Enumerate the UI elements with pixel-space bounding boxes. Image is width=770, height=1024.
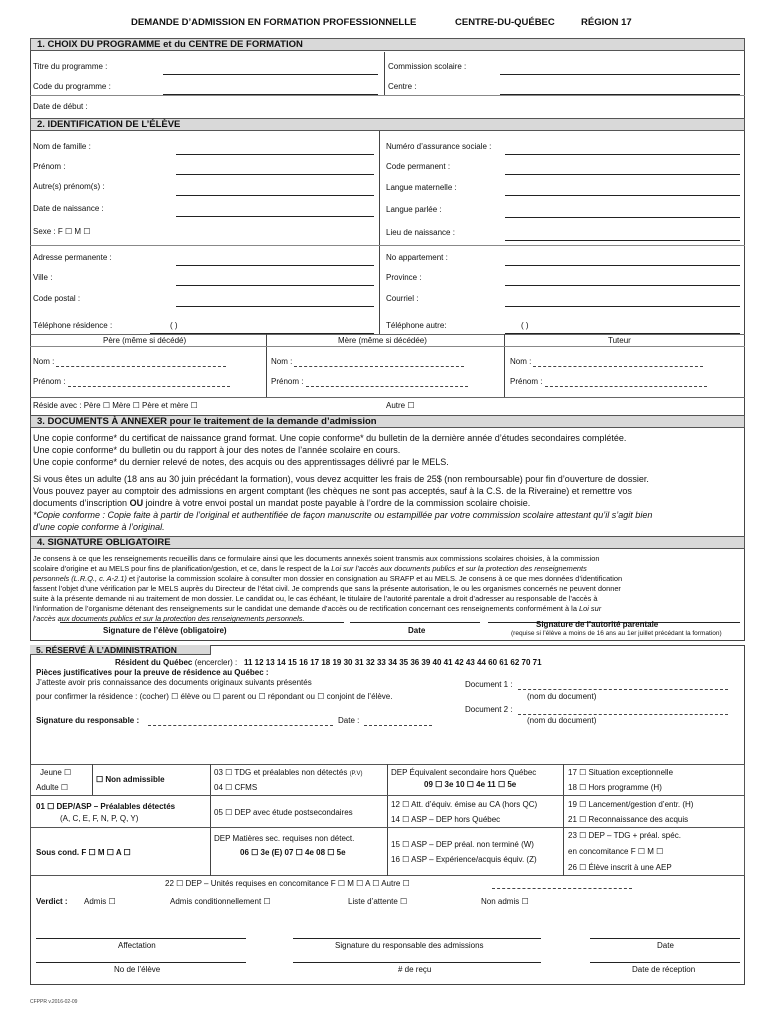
divider	[30, 795, 745, 796]
code-23-checkbox[interactable]: 23 ☐ DEP – TDG + préal. spéc.	[568, 831, 681, 840]
phone-area-code-2[interactable]: ( )	[521, 321, 529, 330]
divider	[379, 131, 380, 335]
field-other-names[interactable]	[176, 195, 374, 196]
doc-line-3: Une copie conforme* du dernier relevé de notes, des acquis ou des apprentissages délivré par le MELS.	[33, 457, 449, 467]
label-affectation: Affectation	[118, 941, 156, 950]
consent-line-2: scolaire d’origine et au MELS pour fins de planification/gestion, et ce, dans le respect de la Loi sur l’accès aux documents publics et sur la protection des renseignements	[33, 564, 587, 573]
label-first-name: Prénom :	[33, 162, 66, 171]
certified-copy-note-1: *Copie conforme : Copie faite à partir de l’original et authentifiée de façon manuscrite ou estampillée par votre commission scolaire attestant qu’il s’agit bien	[33, 510, 653, 520]
parent-signature-note: (requise si l’élève a moins de 16 ans au 1er juillet précédant la formation)	[511, 630, 722, 637]
label-email: Courriel :	[386, 294, 419, 303]
verdict-waitlist-checkbox[interactable]: Liste d’attente ☐	[348, 897, 408, 906]
label-admissions-signature: Signature du responsable des admissions	[335, 941, 484, 950]
code-05-checkbox[interactable]: 05 ☐ DEP avec étude postsecondaires	[214, 808, 353, 817]
field-student-number[interactable]	[36, 962, 246, 963]
label-father-name: Nom :	[33, 357, 55, 366]
divider	[30, 397, 745, 398]
certified-copy-note-2: d’une copie conforme à l’original.	[33, 522, 165, 532]
code-22-checkboxes[interactable]: 22 ☐ DEP – Unités requises en concomitance F ☐ M ☐ A ☐ Autre ☐	[165, 879, 410, 888]
field-code-22-other[interactable]	[492, 888, 632, 889]
label-last-name: Nom de famille :	[33, 142, 91, 151]
label-birth-place: Lieu de naissance :	[386, 228, 455, 237]
father-column-header: Père (même si décédé)	[103, 336, 187, 345]
consent-line-5: suite à la présente demande ni au traitement de mon dossier. Le candidat ou, le cas échéant, le titulaire de l’autorité parentale a droit d’adresser au responsable de l’accès à	[33, 594, 598, 603]
field-student-signature[interactable]	[60, 622, 344, 623]
field-father-name[interactable]	[56, 366, 226, 367]
divider	[210, 764, 211, 876]
label-receipt-number: # de reçu	[398, 965, 432, 974]
divider	[92, 764, 93, 795]
field-program-title[interactable]	[163, 74, 378, 75]
field-mother-first-name[interactable]	[306, 386, 468, 387]
label-other-phone: Téléphone autre:	[386, 321, 447, 330]
field-reception-date[interactable]	[590, 962, 740, 963]
field-receipt-number[interactable]	[293, 962, 541, 963]
lives-with-other-checkbox[interactable]: Autre ☐	[386, 401, 415, 410]
label-sin: Numéro d’assurance sociale :	[386, 142, 492, 151]
field-mother-tongue[interactable]	[505, 195, 740, 196]
code-01-checkbox[interactable]: 01 ☐ DEP/ASP – Préalables détectés	[36, 802, 176, 811]
label-student-number: No de l’élève	[114, 965, 161, 974]
sex-checkboxes[interactable]: Sexe : F ☐ M ☐	[33, 227, 91, 236]
label-admissions-date: Date	[657, 941, 674, 950]
region-name: CENTRE-DU-QUÉBEC	[455, 17, 555, 28]
divider	[384, 52, 385, 95]
field-father-first-name[interactable]	[68, 386, 230, 387]
proof-of-residency-title: Pièces justificatives pour la preuve de résidence au Québec :	[36, 668, 269, 677]
field-city[interactable]	[176, 285, 374, 286]
not-admissible-checkbox[interactable]: ☐ Non admissible	[96, 775, 165, 784]
consent-line-4: fassent l’objet d’une vérification par le MELS auprès du Directeur de l’état civil. Je comprends que sans la présente autorisation, le ou les organismes concernés ne peuvent donner	[33, 584, 621, 593]
verdict-admitted-checkbox[interactable]: Admis ☐	[84, 897, 116, 906]
doc-line-2: Une copie conforme* du bulletin ou du rapport à jour des notes de l’année scolaire en cours.	[33, 445, 401, 455]
label-program-code: Code du programme :	[33, 82, 111, 91]
code-19-checkbox[interactable]: 19 ☐ Lancement/gestion d’entr. (H)	[568, 800, 694, 809]
field-birth-place[interactable]	[505, 240, 740, 241]
label-mother-first-name: Prénom :	[271, 377, 304, 386]
label-commission: Commission scolaire :	[388, 62, 467, 71]
divider	[30, 346, 745, 347]
adult-checkbox[interactable]: Adulte ☐	[36, 783, 69, 792]
fee-line-1: Si vous êtes un adulte (18 ans au 30 juin précédant la formation), vous devez acquitter les frais de 25$ (non remboursable) pour fin d’ouverture de dossier.	[33, 474, 649, 484]
form-title: DEMANDE D’ADMISSION EN FORMATION PROFESSIONNELLE	[131, 17, 417, 28]
divider	[504, 334, 505, 397]
codes-09-11-checkboxes[interactable]: 09 ☐ 3e 10 ☐ 4e 11 ☐ 5e	[424, 780, 517, 789]
field-birth-date[interactable]	[176, 216, 374, 217]
codes-06-08-checkboxes[interactable]: 06 ☐ 3e (E) 07 ☐ 4e 08 ☐ 5e	[240, 848, 346, 857]
verdict-label: Verdict :	[36, 897, 68, 906]
field-address[interactable]	[176, 265, 374, 266]
residency-confirm-checkboxes[interactable]: pour confirmer la résidence : (cocher) ☐ élève ou ☐ parent ou ☐ répondant ou ☐ conjoint de l’élève.	[36, 692, 393, 701]
label-home-phone: Téléphone résidence :	[33, 321, 113, 330]
field-commission[interactable]	[500, 74, 740, 75]
phone-area-code[interactable]: ( )	[170, 321, 178, 330]
label-student-signature: Signature de l’élève (obligatoire)	[103, 626, 227, 635]
section-4-header: 4. SIGNATURE OBLIGATOIRE	[30, 536, 745, 549]
label-father-first-name: Prénom :	[33, 377, 66, 386]
field-affectation[interactable]	[36, 938, 246, 939]
divider	[30, 827, 210, 828]
label-document-1: Document 1 :	[465, 680, 513, 689]
label-guardian-name: Nom :	[510, 357, 532, 366]
label-address: Adresse permanente :	[33, 253, 112, 262]
field-admissions-date[interactable]	[590, 938, 740, 939]
fee-line-3: documents d’inscription OU joindre à votre envoi postal un mandat poste payable à l’ordre de la commission scolaire choisie.	[33, 498, 531, 508]
label-city: Ville :	[33, 273, 53, 282]
fee-line-2: Vous pouvez payer au comptoir des admissions en argent comptant (les chèques ne sont pas acceptés, sauf à la C.S. de la Riveraine) et remettre vos	[33, 486, 632, 496]
code-26-checkbox[interactable]: 26 ☐ Élève inscrit à une AEP	[568, 863, 672, 872]
young-checkbox[interactable]: Jeune ☐	[40, 768, 72, 777]
label-mother-tongue: Langue maternelle :	[386, 183, 457, 192]
label-document-2: Document 2 :	[465, 705, 513, 714]
field-document-1[interactable]	[518, 689, 728, 690]
field-permanent-code[interactable]	[505, 174, 740, 175]
divider	[387, 827, 563, 828]
region-number: RÉGION 17	[581, 17, 632, 28]
label-birth-date: Date de naissance :	[33, 204, 104, 213]
form-version-code: CFPPR v.2016-02-09	[30, 999, 78, 1005]
field-sin[interactable]	[505, 154, 740, 155]
field-admissions-signature[interactable]	[293, 938, 541, 939]
label-permanent-code: Code permanent :	[386, 162, 451, 171]
field-apartment[interactable]	[505, 265, 740, 266]
attest-text: J’atteste avoir pris connaissance des documents originaux suivants présentés	[36, 678, 312, 687]
code-17-checkbox[interactable]: 17 ☐ Situation exceptionnelle	[568, 768, 674, 777]
divider	[210, 827, 387, 828]
field-spoken-language[interactable]	[505, 217, 740, 218]
consent-line-7: l’accès aux documents publics et sur la protection des renseignements personnels.	[33, 614, 305, 623]
divider	[30, 95, 745, 96]
field-province[interactable]	[505, 285, 740, 286]
section-2-header: 2. IDENTIFICATION DE L’ÉLÈVE	[30, 118, 745, 131]
divider	[387, 764, 388, 876]
code-15-checkbox[interactable]: 15 ☐ ASP – DEP préal. non terminé (W)	[391, 840, 534, 849]
label-responsible-date: Date :	[338, 716, 360, 725]
dep-subjects-label: DEP Matières sec. requises non détect.	[214, 834, 355, 843]
field-mother-name[interactable]	[294, 366, 464, 367]
label-postal-code: Code postal :	[33, 294, 81, 303]
divider	[266, 334, 267, 397]
label-signature-date: Date	[408, 626, 426, 635]
code-03-checkbox[interactable]: 03 ☐ TDG et préalables non détectés (P.V)	[214, 768, 363, 777]
field-first-name[interactable]	[176, 174, 374, 175]
guardian-column-header: Tuteur	[608, 336, 631, 345]
label-apartment: No appartement :	[386, 253, 448, 262]
code-23-gender-checkboxes[interactable]: en concomitance F ☐ M ☐	[568, 847, 664, 856]
section-5-header: 5. RÉSERVÉ À L’ADMINISTRATION	[30, 645, 211, 655]
residency-codes[interactable]: Résident du Québec (encercler) : 11 12 13 14 15 16 17 18 19 30 31 32 33 34 35 36 39 40 41 42 43 44 60 61 62 70 71	[115, 658, 542, 667]
field-guardian-name[interactable]	[533, 366, 703, 367]
document-1-caption: (nom du document)	[527, 692, 597, 701]
code-18-checkbox[interactable]: 18 ☐ Hors programme (H)	[568, 783, 662, 792]
lives-with-checkboxes[interactable]: Réside avec : Père ☐ Mère ☐ Père et mère ☐	[33, 401, 198, 410]
code-04-checkbox[interactable]: 04 ☐ CFMS	[214, 783, 258, 792]
code-21-checkbox[interactable]: 21 ☐ Reconnaissance des acquis	[568, 815, 689, 824]
label-parent-signature: Signature de l’autorité parentale	[536, 620, 659, 629]
consent-line-3: personnels (L.R.Q., c. A-2.1) et j’autorise la commission scolaire à consulter mon dossier en consignation au SRAFP et au MELS. Je consens à ce que mes données d’identification	[33, 574, 623, 583]
verdict-not-admitted-checkbox[interactable]: Non admis ☐	[481, 897, 529, 906]
consent-line-1: Je consens à ce que les renseignements recueillis dans ce formulaire ainsi que les documents annexés soient transmis aux commissions scolaires choisies, à la commission	[33, 554, 600, 563]
field-last-name[interactable]	[176, 154, 374, 155]
label-reception-date: Date de réception	[632, 965, 696, 974]
mother-column-header: Mère (même si décédée)	[338, 336, 427, 345]
section-1-header: 1. CHOIX DU PROGRAMME et du CENTRE DE FORMATION	[30, 38, 745, 51]
label-centre: Centre :	[388, 82, 417, 91]
code-14-checkbox[interactable]: 14 ☐ ASP – DEP hors Québec	[391, 815, 501, 824]
code-12-checkbox[interactable]: 12 ☐ Att. d’équiv. émise au CA (hors QC)	[391, 800, 538, 809]
conditional-checkboxes[interactable]: Sous cond. F ☐ M ☐ A ☐	[36, 848, 131, 857]
divider	[30, 334, 745, 335]
document-2-caption: (nom du document)	[527, 716, 597, 725]
label-province: Province :	[386, 273, 422, 282]
label-responsible-signature: Signature du responsable :	[36, 716, 140, 725]
consent-line-6: l’information de l’organisme détenant des renseignements sur le candidat une demande d’accès ou de rectification concernant ces renseignements conformément à la Loi sur	[33, 604, 602, 613]
dep-equivalent-label: DEP Équivalent secondaire hors Québec	[391, 768, 537, 777]
field-guardian-first-name[interactable]	[545, 386, 707, 387]
verdict-conditional-checkbox[interactable]: Admis conditionnellement ☐	[170, 897, 271, 906]
field-responsible-date[interactable]	[364, 725, 432, 726]
label-spoken-language: Langue parlée :	[386, 205, 442, 214]
divider	[563, 827, 745, 828]
doc-line-1: Une copie conforme* du certificat de naissance grand format. Une copie conforme* du bulletin de la dernière année d’études secondaires complétée.	[33, 433, 627, 443]
label-mother-name: Nom :	[271, 357, 293, 366]
section-3-header: 3. DOCUMENTS À ANNEXER pour le traitement de la demande d’admission	[30, 415, 745, 428]
field-document-2[interactable]	[518, 714, 728, 715]
label-other-names: Autre(s) prénom(s) :	[33, 182, 105, 191]
field-signature-date[interactable]	[350, 622, 480, 623]
field-postal-code[interactable]	[176, 306, 374, 307]
code-16-checkbox[interactable]: 16 ☐ ASP – Expérience/acquis équiv. (Z)	[391, 855, 537, 864]
label-start-date: Date de début :	[33, 102, 88, 111]
field-email[interactable]	[505, 306, 740, 307]
label-program-title: Titre du programme :	[33, 62, 108, 71]
divider	[30, 245, 745, 246]
field-responsible-signature[interactable]	[148, 725, 333, 726]
code-01-letters: (A, C, E, F, N, P, Q, Y)	[60, 814, 139, 823]
divider	[563, 764, 564, 876]
label-guardian-first-name: Prénom :	[510, 377, 543, 386]
